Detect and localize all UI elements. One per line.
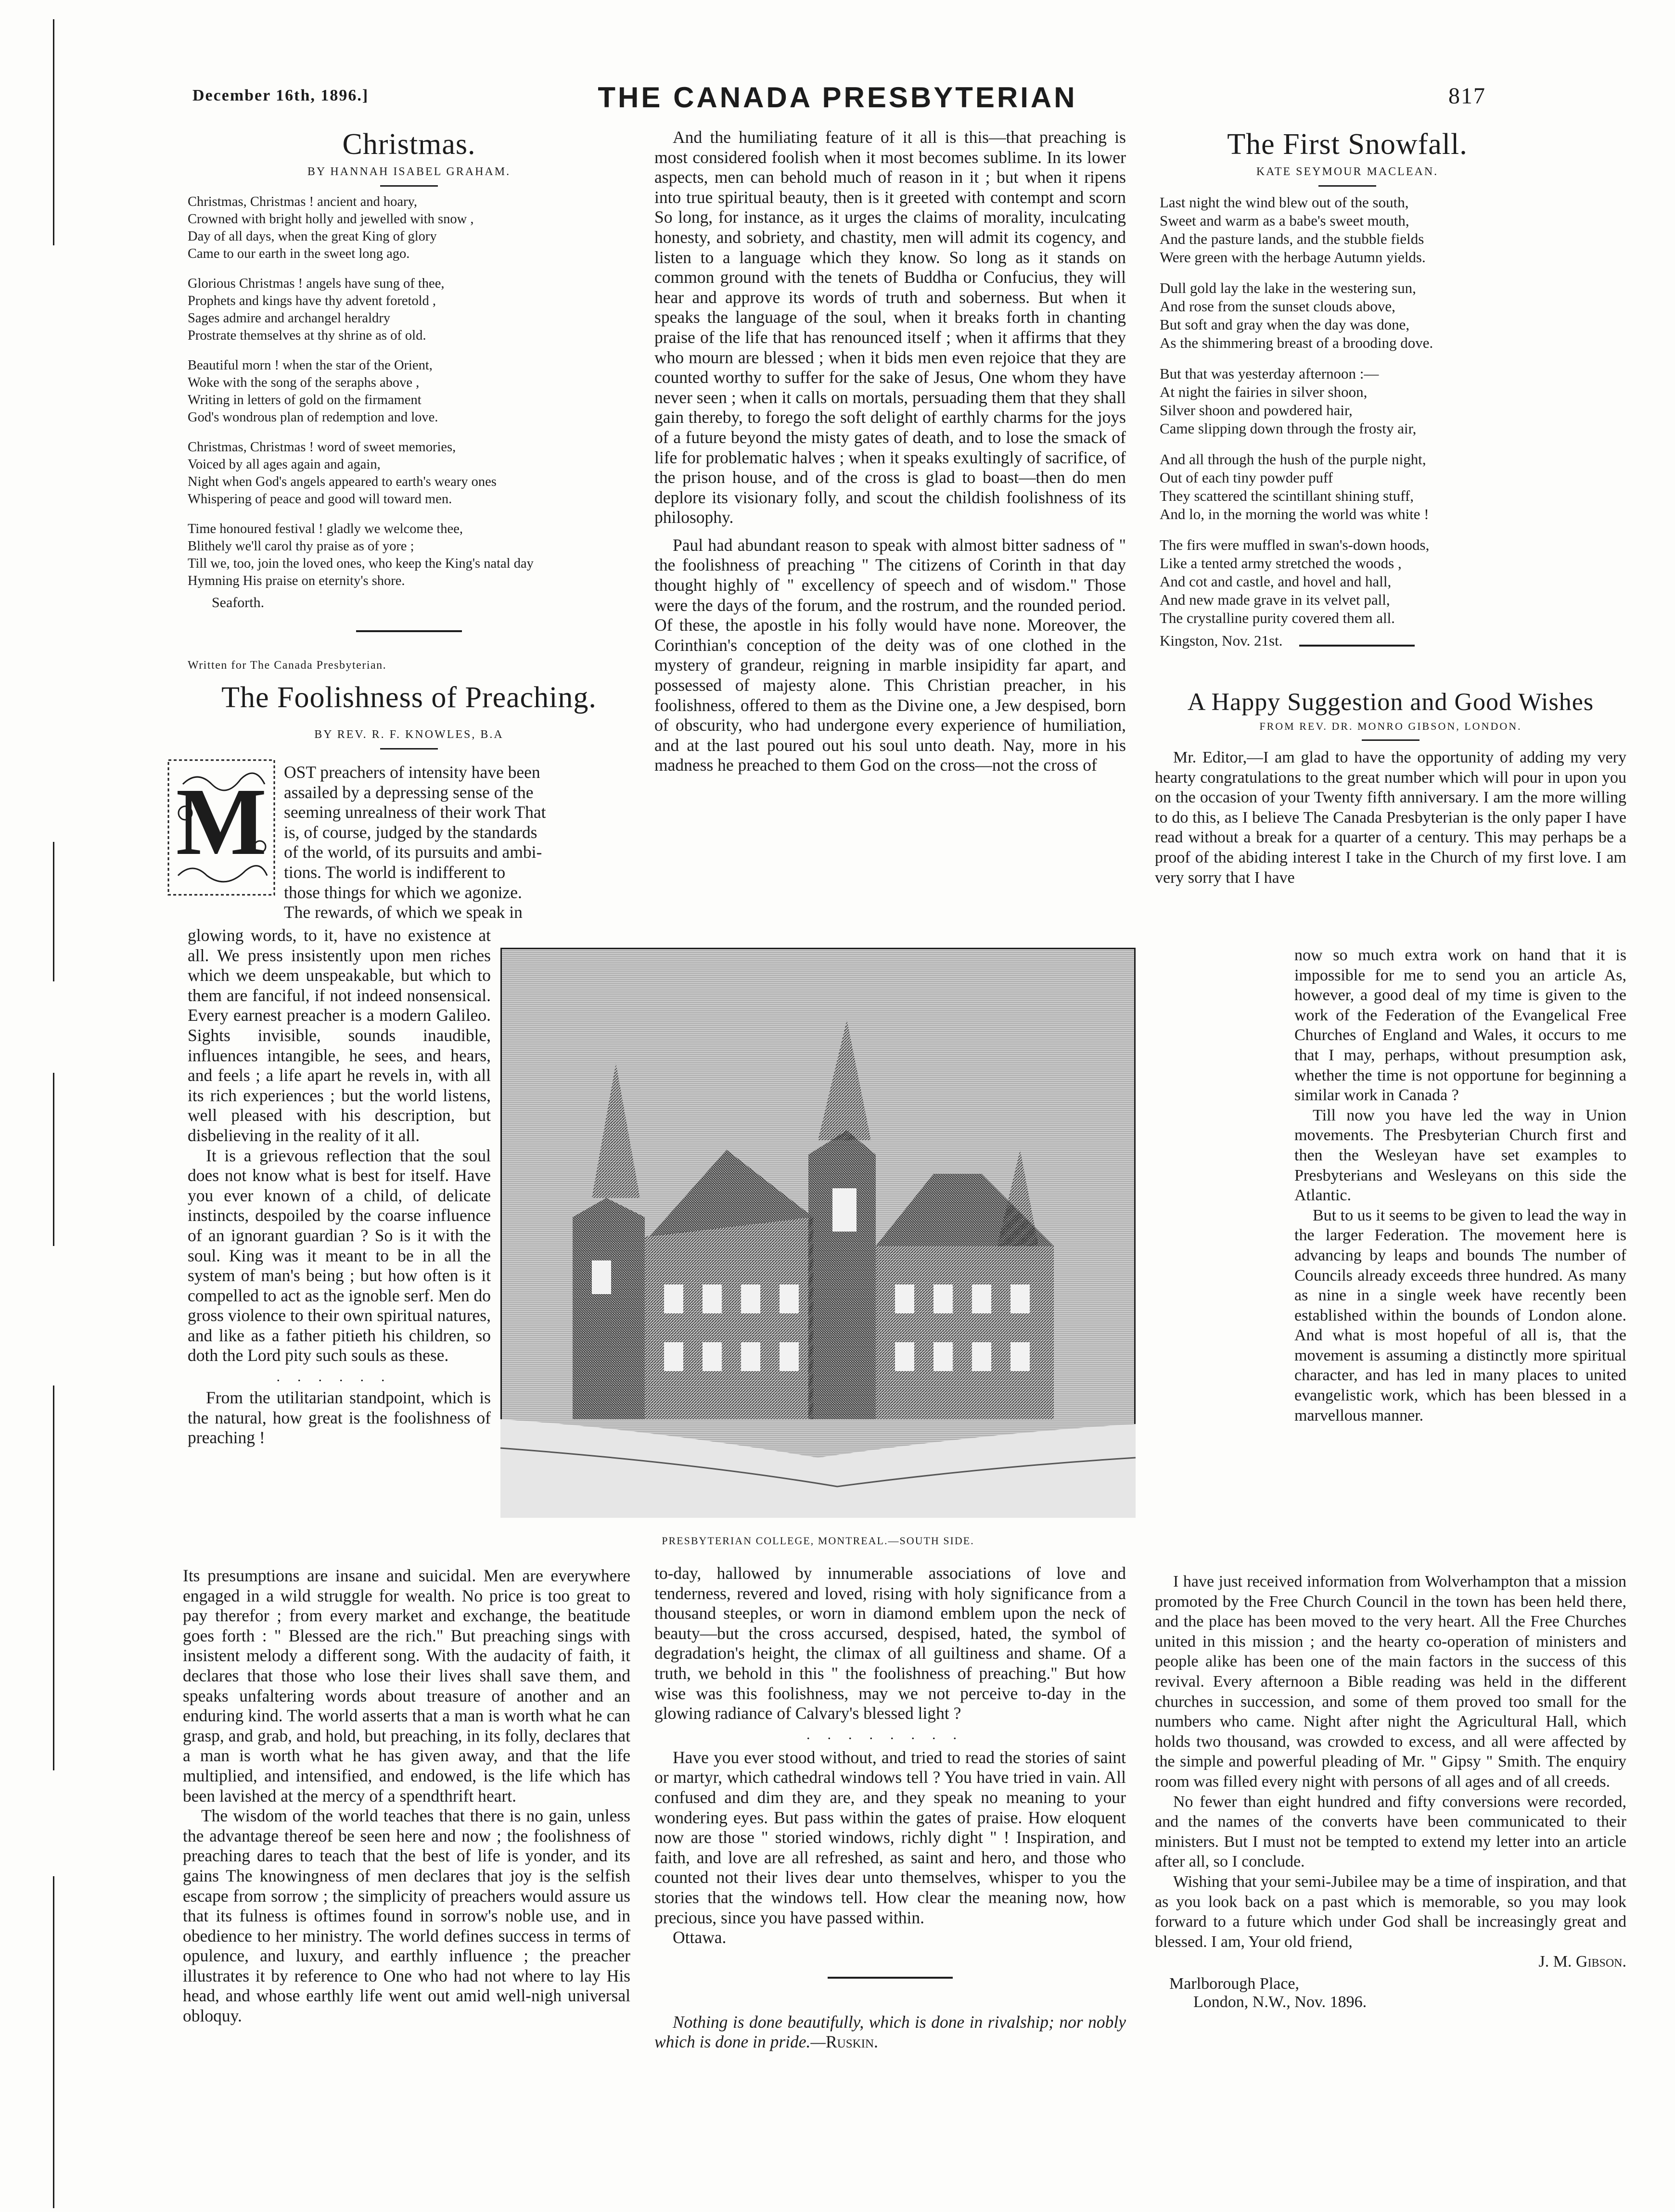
suggestion-continued [1155, 1572, 1626, 2011]
divider [356, 630, 462, 632]
binding-line [53, 1073, 54, 1246]
poem-stanza: Christmas, Christmas ! word of sweet memories, Voiced by all ages again and again, Night when God's angels appeared to earth's weary ones Whispering of peace and good will toward men. [188, 440, 497, 507]
poem-stanza: Glorious Christmas ! angels have sung of thee, Prophets and kings have thy advent foretold , Sages admire and archangel heraldry Prostrate themselves at thy shrine as of old. [188, 276, 445, 343]
paragraph: And the humiliating feature of it all is this—that preaching is most considered foolish when it most becomes sublime. In its lower aspects, men can behold much of reason in it ; but when it ripens into true spiritual beauty, then is it greeted with contempt and scorn So long, for instance, as it urges the claims of morality, inculcating honesty, and sobriety, and chastity, men will admit its cogency, and listen to a language which they know. So long as it stands on common ground with the tenets of Buddha or Confucius, they will hear and approve its words of truth and soberness. But when it speaks the language of the soul, when it breaks forth in chanting praise of the life that has renounced itself ; when it affirms that they who mourn are blessed ; when it bids men even rejoice that they are counted worthy to suffer for the sake of Jesus, One whom they have never seen ; when it calls on mortals, persuading them that they shall gain thereby, to forego the soft delight of earthly charms for the joys of a future beyond the misty gates of death, and to lose the smack of life for problematic halves ; when it speaks exultingly of sacrifice, of the prison house, and of the cross is glad to boast—then do men deplore its visionary folly, and scout the childish foolishness of its philosophy. [654, 127, 1126, 527]
paragraph: Paul had abundant reason to speak with almost bitter sadness of " the foolishness of preaching " The citizens of Corinth in that day thought highly of " excellency of speech and of wisdom." Those were the days of the forum, and the rostrum, and the rounded period. Of these, the apostle in his folly would have none. Moreover, the Corinthian's conception of the deity was of one clothed in the mystery of grandeur, reigning in marble insipidity far apart, and possessed of majesty alone. This Christian preacher, in his foolishness, offered to them as the Divine one, a Jew despised, born of obscurity, who had undergone every experience of humiliation, and at the last poured out his soul unto death. Nay, more in his madness he preached to them God on the cross—not the cross of [654, 535, 1126, 775]
paragraph: It is a grievous reflection that the soul does not know what is best for itself. Have you ever known of a child, of delicate instincts, despoiled by the coarse influence of an ignorant guardian ? So is it with the soul. King was it meant to be in all the system of man's being ; but how often is it compelled to act as the ignoble serf. Men do gross violence to their own spiritual natures, and like as a father pitieth his children, so doth the Lord pity such souls as these. [188, 1145, 491, 1365]
poem-stanza: Dull gold lay the lake in the westering sun, And rose from the sunset clouds above, But soft and gray when the day was done, As the shimmering breast of a brooding dove. [1160, 280, 1433, 351]
paragraph: Have you ever stood without, and tried to read the stories of saint or martyr, which cathedral windows tell ? You have tried in vain. All confused and dim they are, and they speak no meaning to your wondering eyes. But pass within the gates of praise. How eloquent now are those " storied windows, richly dight " ! Inspiration, and faith, and love are all refreshed, as saint and hero, and those who counted not their lives dear unto themselves, whisper to you the stories that the windows tell. How clear the meaning now, how precious, since you have passed within. [654, 1747, 1126, 1927]
intro-line: those things for which we agonize. [284, 882, 522, 902]
poem-stanza: The firs were muffled in swan's-down hoods, Like a tented army stretched the woods , And cot and castle, and hovel and hall, And new made grave in its velvet pall, The crystalline purity covered them all. [1160, 536, 1430, 626]
column-left [188, 127, 630, 756]
poem-stanza: Christmas, Christmas ! ancient and hoary, Crowned with bright holly and jewelled with snow , Day of all days, when the great King of glory Came to our earth in the sweet long ago. [188, 194, 474, 261]
intro-line: OST preachers of intensity have been [284, 763, 540, 782]
svg-text:M: M [176, 769, 267, 875]
paragraph: now so much extra work on hand that it is impossible for me to send you an article As, however, a good deal of my time is given to the work of the Federation of the Evangelical Free Churches of England and Wales, it occurs to me that I may, perhaps, without presumption ask, whether the time is not opportune for beginning a similar work in Canada ? [1294, 946, 1626, 1105]
article-title: The Foolishness of Preaching. [221, 681, 597, 714]
poem-stanza: And all through the hush of the purple night, Out of each tiny powder puff They scattered the scintillant shining stuff, And lo, in the morning the world was white ! [1160, 451, 1429, 522]
intro-lines [284, 763, 630, 923]
binding-line [53, 19, 54, 245]
divider [380, 748, 438, 750]
section-dots: ........ [806, 1726, 974, 1742]
binding-line [53, 1386, 54, 1770]
binding-line [53, 842, 54, 981]
divider [1299, 645, 1415, 647]
intro-line: assailed by a depressing sense of the [284, 782, 534, 802]
binding-line [53, 1876, 54, 2208]
intro-line: is, of course, judged by the standards [284, 822, 537, 842]
page-number: 817 [1448, 83, 1486, 109]
quotation: Nothing is done beautifully, which is done in rivalship; nor nobly which is done in pride.—Ruskin. [654, 2012, 1126, 2052]
suggestion-head [1155, 688, 1626, 888]
issue-date: December 16th, 1896.] [192, 87, 369, 104]
divider [828, 1977, 953, 1979]
poem-byline: KATE SEYMOUR MACLEAN. [1256, 165, 1439, 178]
poem-stanza: But that was yesterday afternoon :— At night the fairies in silver shoon, Silver shoon and powdered hair, Came slipping down through the frosty air, [1160, 365, 1417, 437]
poem-byline: BY HANNAH ISABEL GRAHAM. [307, 165, 511, 178]
article-byline: FROM REV. DR. MONRO GIBSON, LONDON. [1259, 720, 1522, 732]
place: Ottawa. [673, 1928, 727, 1947]
paragraph: Mr. Editor,—I am glad to have the opportunity of adding my very hearty congratulations to the great number which will pour in upon you on the occasion of your Twenty fifth anniversary. I am the more willing to do this, as I believe The Canada Presbyterian is the only paper I have read without a break for a quarter of a century. This may perhaps be a proof of the abiding interest I take in the Church of my first love. I am very sorry that I have [1155, 749, 1626, 887]
poem-title: The First Snowfall. [1227, 128, 1468, 161]
poem-stanza: Time honoured festival ! gladly we welcome thee, Blithely we'll carol thy praise as of yore ; Till we, too, join the loved ones, who keep the King's natal day Hymning His praise on eternity's shore. [188, 521, 534, 588]
column-right [1160, 127, 1535, 649]
poem-place: Kingston, Nov. 21st. [1160, 632, 1283, 649]
divider [380, 185, 438, 187]
intro-line: seeming unrealness of their work That [284, 802, 546, 822]
suggestion-narrow [1294, 945, 1626, 1425]
paragraph: The wisdom of the world teaches that there is no gain, unless the advantage thereof be seen here and now ; the foolishness of preaching dares to teach that the best of life is yonder, and its gains The knowingness of men declares that joy is the selfish escape from sorrow ; the simplicity of preachers would assure us that its fulness is oftimes found in sorrow's noble use, and in obedience to her ministry. The world defines success in terms of opulence, and luxury, and earthly influence ; the preacher illustrates it by reference to One who had not where to lay His head, and whose earthly life went out amid well-nigh universal obloquy. [183, 1806, 630, 2026]
college-engraving-image [500, 948, 1136, 1518]
paragraph: But to us it seems to be given to lead the way in the larger Federation. The movement here is advancing by leaps and bounds The number of Councils already exceeds three hundred. As many as nine in a single week have recently been established within the bounds of London alone. And what is most hopeful of all is, that the movement is assuming a distinctly more spiritual character, and has led in many places to united evangelistic work, which has been blessed in a marvellous manner. [1294, 1206, 1626, 1424]
illustration-caption: PRESBYTERIAN COLLEGE, MONTREAL.—SOUTH SIDE. [662, 1535, 974, 1547]
intro-line: The rewards, of which we speak in [284, 903, 523, 922]
paragraph: No fewer than eight hundred and fifty conversions were recorded, and the names of the converts have been communicated to their ministers. But I must not be tempted to extend my letter into an article after all, so I conclude. [1155, 1792, 1626, 1871]
column-middle [654, 127, 1126, 775]
paragraph: I have just received information from Wolverhampton that a mission promoted by the Free Church Council in the town has been held there, and the place has been moved to the very heart. All the Free Churches united in this mission ; and the hearty co-operation of ministers and people alike has been one of the main factors in the success of this revival. Every afternoon a Bible reading was held in the different churches in succession, and some of them proved too small for the numbers who came. Night after night the Agricultural Hall, which holds two thousand, was crowded to excess, and all were affected by the simple and powerful pleading of Mr. " Gipsy " Smith. The enquiry room was filled every night with persons of all ages and of all creeds. [1155, 1573, 1626, 1791]
paragraph: Its presumptions are insane and suicidal. Men are everywhere engaged in a wild struggle for wealth. No price is too great to pay therefor ; from every market and exchange, the beatitude goes forth : " Blessed are the rich." But preaching sings with insistent melody a different song. With the audacity of faith, it declares that those who lose their lives shall save them, and speaks unfaltering words about treasure of another and an enduring kind. The world asserts that a man is worth what he can grasp, and grab, and hold, but preaching, in its folly, declares that a man is worth what he has given away, and that the life multiplied, and intensified, and endowed, is the life which has been lavished at the mercy of a spendthrift heart. [183, 1566, 630, 1805]
address-line: Marlborough Place, [1169, 1975, 1300, 1993]
poem-stanza: Last night the wind blew out of the south, Sweet and warm as a babe's sweet mouth, And the pasture lands, and the stubble fields Were green with the herbage Autumn yields. [1160, 194, 1426, 266]
signature: J. M. Gibson. [1538, 1953, 1626, 1971]
divider [1318, 185, 1376, 187]
section-dots: ...... [276, 1369, 402, 1385]
paragraph: Till now you have led the way in Union movements. The Presbyterian Church first and then the Wesleyan have set examples to Presbyterians and Wesleyans on this side the Atlantic. [1294, 1106, 1626, 1205]
poem-place: Seaforth. [212, 595, 265, 610]
written-for-note: Written for The Canada Presbyterian. [188, 659, 387, 672]
intro-line: of the world, of its pursuits and ambi- [284, 842, 542, 862]
preaching-continued [183, 1566, 630, 2026]
paragraph: From the utilitarian standpoint, which is the natural, how great is the foolishness of preaching ! [188, 1388, 491, 1448]
paragraph: glowing words, to it, have no existence at all. We press insistently upon men riches which we deem unspeakable, but which to them are fanciful, if not indeed nonsensical. Every earnest preacher is a modern Galileo. Sights invisible, sounds inaudible, influences intangible, he sees, and hears, and feels ; a life apart he revels in, with all its rich experiences ; but the world listens, well pleased with his description, but disbelieving in the reality of it all. [188, 926, 491, 1145]
poem-stanza: Beautiful morn ! when the star of the Orient, Woke with the song of the seraphs above , Writing in letters of gold on the firmament God's wondrous plan of redemption and love. [188, 358, 438, 425]
address-line: London, N.W., Nov. 1896. [1193, 1993, 1367, 2011]
masthead: THE CANADA PRESBYTERIAN [598, 81, 1077, 114]
paragraph: to-day, hallowed by innumerable associations of love and tenderness, revered and loved, rising with holy significance from a thousand steeples, or worn in diamond emblem upon the neck of beauty—but the cross accursed, despised, hated, the symbol of degradation's height, the climax of all guiltiness and shame. Of a truth, we behold in this " the foolishness of preaching." But how wise was this foolishness, may we not perceive to-day in the glowing radiance of Calvary's blessed light ? [654, 1564, 1126, 1723]
intro-line: tions. The world is indifferent to [284, 862, 506, 882]
column-middle-lower [654, 1564, 1126, 2052]
article-byline: BY REV. R. F. KNOWLES, B.A [314, 728, 504, 741]
article-title: A Happy Suggestion and Good Wishes [1187, 688, 1594, 716]
preaching-narrow [188, 926, 491, 1448]
divider [1362, 739, 1419, 741]
paragraph: Wishing that your semi-Jubilee may be a time of inspiration, and that as you look back on a past which is memorable, so you may look forward to a future which under God shall be increasingly great and blessed. I am, Your old friend, [1155, 1872, 1626, 1951]
poem-title: Christmas. [342, 128, 476, 161]
ornamental-drop-cap [164, 755, 279, 900]
